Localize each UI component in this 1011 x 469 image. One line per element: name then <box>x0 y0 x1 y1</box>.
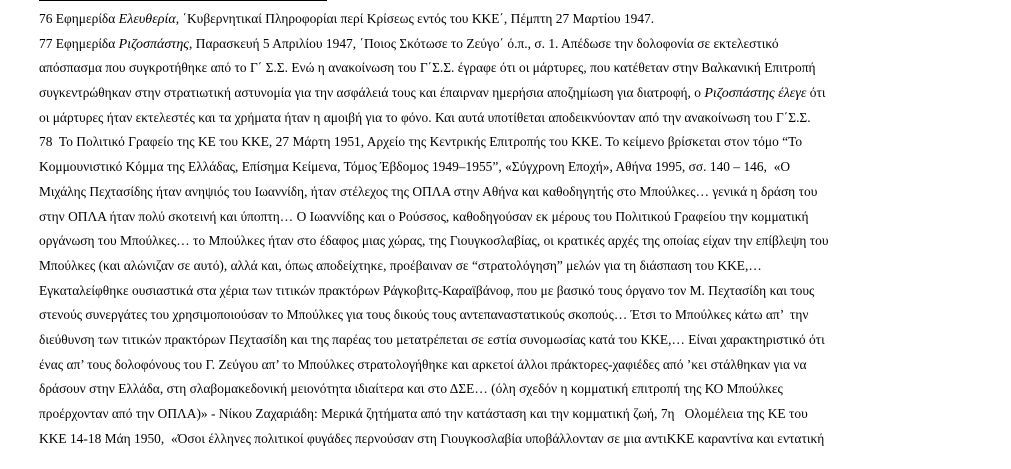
footnote-78-line-10 <box>39 353 869 378</box>
text: στην ΟΠΛΑ ήταν πολύ σκοτεινή και ύποπτη… Ο Ιωαννίδης και ο Ρούσσος, καθοδηγούσαν εκ μέρους του Πολιτικού Γραφείου την κομματική <box>39 208 809 224</box>
footnote-78-line-8 <box>39 303 869 328</box>
text: ΚΚΕ 14-18 Μάη 1950, «Όσοι έλληνες πολιτικοί φυγάδες περνούσαν στη Γιουγκοσλαβία υποβάλλονταν σε μια αντιΚΚΕ καραντίνα και εντατική <box>39 430 825 446</box>
text: , ΄Κυβερνητικαί Πληροφορίαι περί Κρίσεως εντός του ΚΚΕ΄, Πέμπτη 27 Μαρτίου 1947. <box>175 11 655 26</box>
text: οργάνωση του Μπούλκες… το Μπούλκες ήταν στο έδαφος μιας χώρας, της Γιουγκοσλαβίας, οι κρατικές αρχές της οποίας είχαν την επίβλεψη του <box>39 233 829 249</box>
text: Μπούλκες (και αλώνιζαν σε αυτό), αλλά και, όπως αποδείχτηκε, προέβαιναν σε “στρατολόγηση” μελών για τη διάσπαση του ΚΚΕ,… <box>39 257 762 273</box>
text: δράσουν στην Ελλάδα, στη σλαβομακεδονική μειονότητα ιδιαίτερα και στο ΔΣΕ… (όλη σχεδόν η κομματική επιτροπή της ΚΟ Μπούλκες <box>39 381 783 397</box>
text: Εγκαταλείφθηκε ουσιαστικά στα χέρια των τιτικών πρακτόρων Ράγκοβιτς-Καραϊβάνοφ, που με βασικό τους όργανο τον Μ. Πεχτασίδη και τους <box>39 282 815 298</box>
footnote-78-line-12 <box>39 402 869 427</box>
footnotes-body <box>39 7 869 451</box>
footnote-78-line-4 <box>39 205 869 230</box>
text: ότι <box>806 85 826 101</box>
footnote-78-line-1 <box>39 130 869 155</box>
newspaper-title: Ριζοσπάστης <box>118 36 190 52</box>
text: ένας απ’ τους δολοφόνους του Γ. Ζεύγου απ’ το Μπούλκες στρατολογήθηκε και αρκετοί άλλοι πράκτορες-χαφιέδες από ’κει στάλθηκαν για να <box>39 356 807 372</box>
footnote-separator <box>39 0 327 1</box>
footnote-77-line-3 <box>39 81 869 106</box>
text: Κομμουνιστικό Κόμμα της Ελλάδας, Επίσημα Κείμενα, Τόμος Έβδομος 1949–1955”, «Σύγχρονη Εποχή», Αθήνα 1995, σσ. 140 – 146, «Ο <box>39 159 791 175</box>
newspaper-title: Ελευθερία <box>118 12 176 27</box>
footnote-78-line-5 <box>39 229 869 254</box>
newspaper-title: Ριζοσπάστης έλεγε <box>704 86 807 102</box>
footnote-78-line-6 <box>39 254 869 279</box>
text: οι μάρτυρες ήταν εκτελεστές και τα χρήματα ήταν η αμοιβή για το φόνο. Και αυτά υποτίθεται αποδεικνύονταν από την ανακοίνωση του Γ΄Σ.Σ. <box>39 109 811 125</box>
footnote-78-line-2 <box>39 155 869 180</box>
text: στενούς συνεργάτες του χρησιμοποιούσαν το Μπούλκες για τους δικούς τους αντεπαναστατικούς σκοπούς… Έτσι το Μπούλκες κάτω απ’ την <box>39 307 809 323</box>
text: συγκεντρώθηκαν στην στρατιωτική αστυνομία για την ασφάλειά τους και έπαιρναν ημερήσια αποζημίωση για διατροφή, ο <box>39 85 705 101</box>
footnote-78-line-7 <box>39 279 869 304</box>
text: 77 Εφημερίδα <box>39 35 119 51</box>
text: 78 Το Πολιτικό Γραφείο της ΚΕ του ΚΚΕ, 27 Μάρτη 1951, Αρχείο της Κεντρικής Επιτροπής του ΚΚΕ. Το κείμενο βρίσκεται στον τόμο “Το <box>39 134 803 150</box>
text: 76 Εφημερίδα <box>39 11 119 26</box>
footnote-76-line-1 <box>39 7 869 32</box>
footnote-77-line-4 <box>39 106 869 131</box>
footnote-78-line-13 <box>39 427 869 452</box>
text: Μιχάλης Πεχτασίδης ήταν ανηψιός του Ιωαννίδη, ήταν στέλεχος της ΟΠΛΑ στην Αθήνα και καθοδηγητής στο Μπούλκες… γενικά η δράση του <box>39 183 818 199</box>
footnote-77-line-2 <box>39 56 869 81</box>
footnote-77-line-1 <box>39 32 869 57</box>
text: απόσπασμα που συγκροτήθηκε από το Γ΄ Σ.Σ. Ενώ η ανακοίνωση του Γ΄Σ.Σ. έγραφε ότι οι μάρτυρες, που κατέθεταν στην Βαλκανική Επιτροπή <box>39 60 816 76</box>
footnote-78-line-3 <box>39 180 869 205</box>
footnote-78-line-11 <box>39 377 869 402</box>
text: διεύθυνση των τιτικών πρακτόρων Πεχτασίδη και της παρέας του μετατρέπεται σε εστία συνομωσίας κατά του ΚΚΕ,… Είναι χαρακτηριστικό ότι <box>39 331 825 347</box>
text: , Παρασκευή 5 Απριλίου 1947, ΄Ποιος Σκότωσε το Ζεύγο΄ ό.π., σ. 1. Απέδωσε την δολοφονία σε εκτελεστικό <box>189 35 779 51</box>
text: προέρχονταν από την ΟΠΛΑ)» - Νίκου Ζαχαριάδη: Μερικά ζητήματα από την κατάσταση και την κομματική ζωή, 7η Ολομέλεια της ΚΕ του <box>39 406 808 421</box>
footnote-78-line-9 <box>39 328 869 353</box>
